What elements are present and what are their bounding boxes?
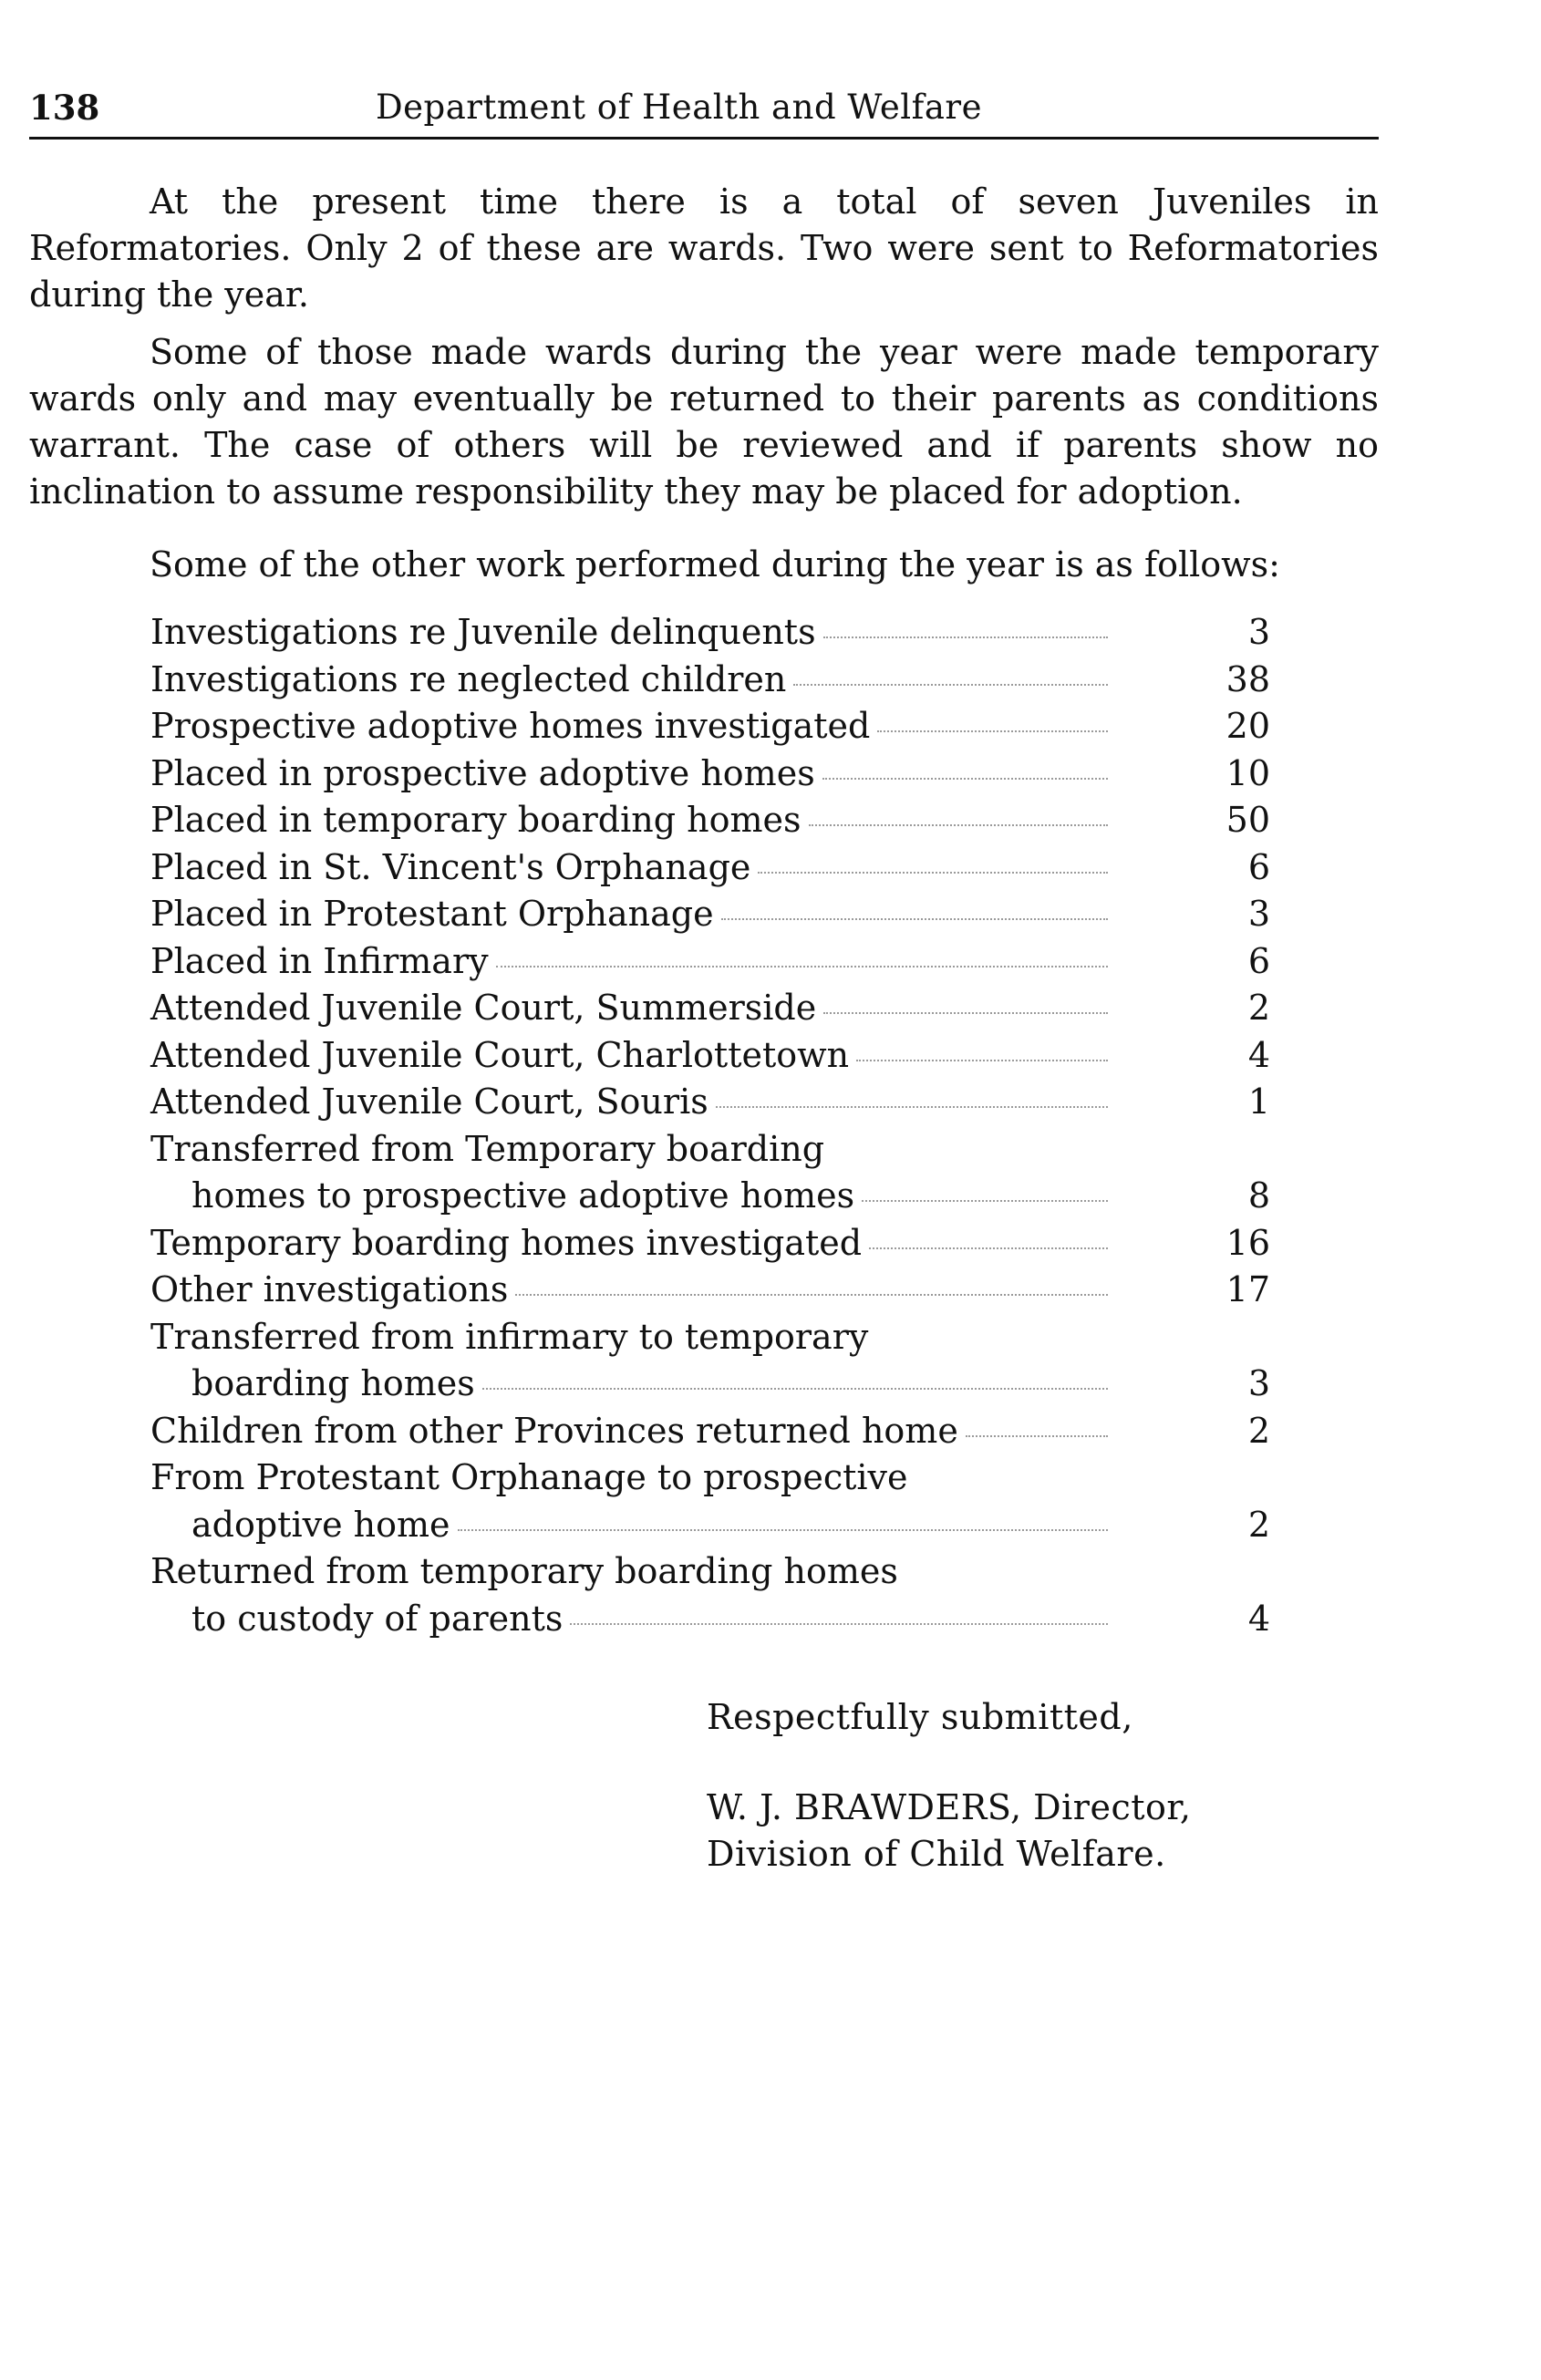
dot-leader	[758, 872, 1108, 874]
item-count: 6	[1247, 846, 1270, 887]
paragraph-reformatories: At the present time there is a total of seven Juveniles in Reformatories. Only 2 of these are wards. Two were sent to Reformatories during the year.	[29, 181, 1379, 315]
item-count: 6	[1247, 940, 1270, 981]
list-item	[150, 1079, 1290, 1126]
item-count: 50	[1226, 800, 1270, 840]
work-performed-list	[150, 609, 1290, 1642]
item-count: 2	[1247, 988, 1270, 1028]
page-number: 138	[29, 88, 100, 128]
item-count: 2	[1247, 1504, 1270, 1545]
dot-leader	[856, 1060, 1108, 1061]
item-count: 17	[1226, 1269, 1270, 1309]
item-count: 4	[1247, 1598, 1270, 1639]
item-count: 3	[1247, 612, 1270, 652]
dot-leader	[721, 918, 1108, 920]
item-count: 10	[1226, 752, 1270, 793]
item-count: 3	[1247, 894, 1270, 934]
item-label: Transferred from infirmary to temporary	[150, 1316, 869, 1357]
list-item	[150, 1548, 1290, 1642]
paragraph-temporary-wards: Some of those made wards during the year were made temporary wards only and may eventually be returned to their parents as conditions warrant. The case of others will be reviewed and if parents show no inclination to assume responsibility they may be placed for adoption.	[29, 332, 1379, 512]
item-label: Attended Juvenile Court, Summerside	[150, 988, 817, 1028]
list-item	[150, 657, 1290, 704]
list-item	[150, 938, 1290, 986]
item-count: 4	[1247, 1034, 1270, 1075]
item-label: Placed in temporary boarding homes	[150, 800, 802, 840]
item-label-continued: adoptive home	[191, 1504, 450, 1545]
item-label: Investigations re Juvenile delinquents	[150, 612, 816, 652]
item-label: Prospective adoptive homes investigated	[150, 706, 871, 746]
list-item	[150, 1408, 1290, 1455]
dot-leader	[869, 1247, 1108, 1249]
dot-leader	[458, 1529, 1108, 1531]
list-item	[150, 797, 1290, 844]
list-item	[150, 1126, 1290, 1220]
item-label: Placed in St. Vincent's Orphanage	[150, 846, 751, 887]
list-item	[150, 985, 1290, 1032]
item-count: 3	[1247, 1363, 1270, 1403]
signatory-division: Division of Child Welfare.	[707, 1834, 1166, 1874]
item-count: 8	[1247, 1175, 1270, 1216]
item-label: Placed in Infirmary	[150, 940, 489, 981]
dot-leader	[496, 966, 1108, 968]
item-label: Attended Juvenile Court, Charlottetown	[150, 1034, 850, 1075]
paragraph-work-intro: Some of the other work performed during the year is as follows:	[150, 544, 1280, 585]
page-header	[29, 86, 1379, 140]
item-label: Other investigations	[150, 1269, 509, 1309]
list-item	[150, 1032, 1290, 1080]
dot-leader	[966, 1435, 1108, 1437]
item-count: 38	[1226, 658, 1270, 699]
dot-leader	[482, 1388, 1108, 1390]
item-label-continued: to custody of parents	[191, 1598, 564, 1639]
dot-leader	[716, 1106, 1108, 1108]
item-count: 20	[1226, 706, 1270, 746]
item-label: Placed in prospective adoptive homes	[150, 752, 815, 793]
dot-leader	[822, 778, 1108, 780]
item-count: 1	[1247, 1081, 1270, 1122]
item-label: Attended Juvenile Court, Souris	[150, 1081, 708, 1122]
list-item	[150, 891, 1290, 938]
item-label: Returned from temporary boarding homes	[150, 1551, 898, 1591]
dot-leader	[862, 1200, 1108, 1202]
dot-leader	[877, 730, 1108, 732]
dot-leader	[809, 824, 1108, 826]
list-item	[150, 703, 1290, 750]
signatory-name: W. J. BRAWDERS, Director,	[707, 1787, 1192, 1827]
list-item	[150, 1314, 1290, 1408]
item-label: Placed in Protestant Orphanage	[150, 894, 714, 934]
dot-leader	[570, 1623, 1108, 1625]
list-item	[150, 1220, 1290, 1268]
item-label: Temporary boarding homes investigated	[150, 1222, 863, 1263]
item-count: 2	[1247, 1410, 1270, 1451]
list-item	[150, 750, 1290, 798]
item-label-continued: homes to prospective adoptive homes	[191, 1175, 855, 1216]
list-item	[150, 844, 1290, 892]
list-item	[150, 1267, 1290, 1314]
item-label: Children from other Provinces returned home	[150, 1410, 958, 1451]
closing-line: Respectfully submitted,	[707, 1697, 1133, 1737]
list-item	[150, 1454, 1290, 1548]
item-label: From Protestant Orphanage to prospective	[150, 1457, 908, 1497]
dot-leader	[823, 636, 1108, 638]
dot-leader	[793, 684, 1108, 686]
dot-leader	[823, 1012, 1108, 1014]
item-count: 16	[1226, 1222, 1270, 1263]
item-label-continued: boarding homes	[191, 1363, 475, 1403]
dot-leader	[515, 1294, 1108, 1296]
running-head: Department of Health and Welfare	[376, 88, 982, 127]
item-label: Transferred from Temporary boarding	[150, 1128, 825, 1169]
item-label: Investigations re neglected children	[150, 658, 787, 699]
list-item	[150, 609, 1290, 657]
